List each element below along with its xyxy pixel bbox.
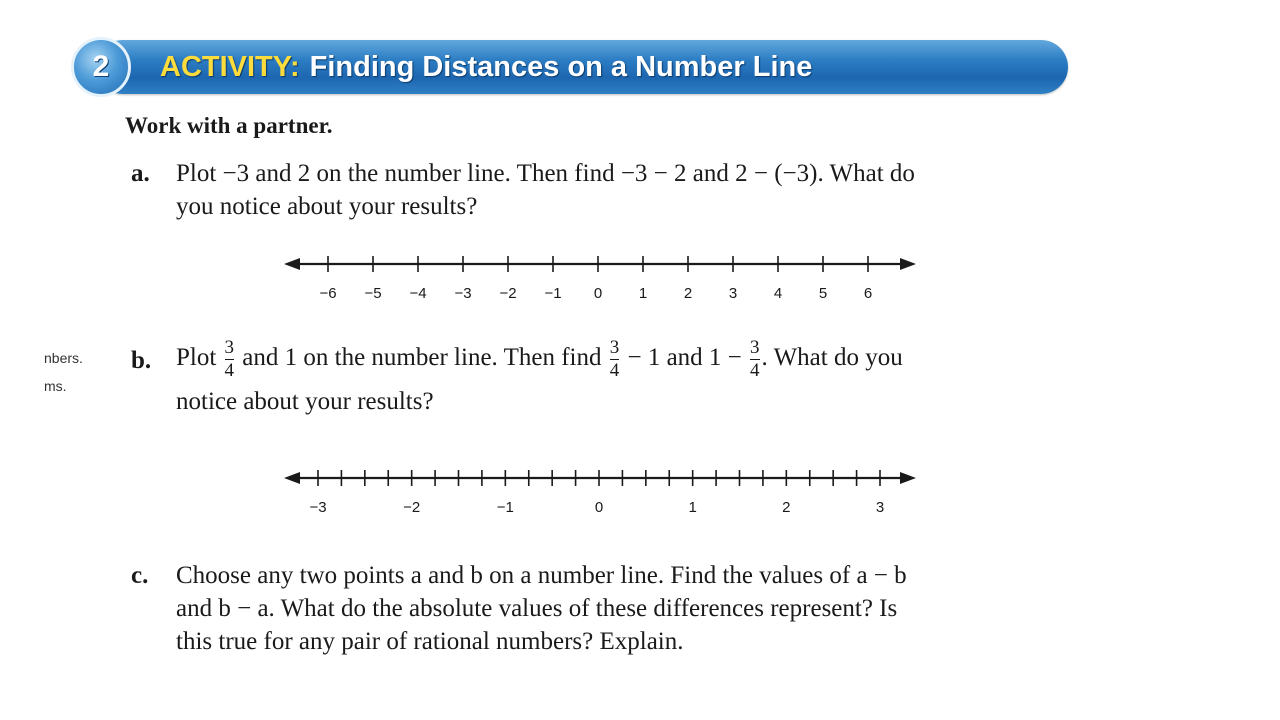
- fraction-three-quarters: [750, 338, 760, 381]
- question-a-line-1: Plot −3 and 2 on the number line. Then find −3 − 2 and 2 − (−3). What do: [176, 160, 915, 187]
- intro-instruction: Work with a partner.: [125, 113, 333, 138]
- activity-title-text: Finding Distances on a Number Line: [309, 51, 813, 83]
- tick-label: 4: [773, 285, 783, 302]
- question-b-seg-3: − 1 and 1 −: [621, 344, 749, 372]
- activity-number-badge: 2: [71, 37, 131, 97]
- left-arrow-icon: [284, 472, 300, 484]
- tick-label: 6: [863, 285, 873, 302]
- tick-label: −2: [403, 499, 421, 516]
- tick-label: 3: [875, 499, 885, 516]
- activity-label: ACTIVITY:: [160, 51, 300, 83]
- tick-label: 3: [728, 285, 738, 302]
- question-b-line-2: notice about your results?: [176, 388, 434, 415]
- fraction-denominator: 4: [224, 360, 235, 381]
- fraction-three-quarters: [610, 338, 620, 381]
- question-c-line-2: and b − a. What do the absolute values of these differences represent? Is: [176, 595, 898, 622]
- fraction-numerator: 3: [609, 337, 620, 358]
- question-c-line-1: Choose any two points a and b on a number line. Find the values of a − b: [176, 562, 907, 589]
- tick-label: 2: [782, 499, 791, 516]
- tick-label: −6: [319, 285, 337, 302]
- tick-label: 1: [688, 499, 697, 516]
- right-arrow-icon: [900, 258, 916, 270]
- tick-label: 0: [594, 499, 604, 516]
- question-c-label: c.: [131, 562, 149, 589]
- activity-title: [160, 44, 812, 90]
- question-b-seg-4: . What do you: [761, 344, 903, 372]
- margin-note-1: nbers.: [44, 350, 83, 366]
- tick-label: −4: [409, 285, 427, 302]
- left-arrow-icon: [284, 258, 300, 270]
- tick-label: −5: [364, 285, 382, 302]
- question-b-seg-1: Plot: [176, 344, 223, 372]
- question-b-label: b.: [131, 347, 152, 374]
- question-b-line-1: [176, 338, 1076, 381]
- fraction-numerator: 3: [224, 337, 235, 358]
- tick-label: 0: [593, 285, 603, 302]
- fraction-three-quarters: [225, 338, 235, 381]
- tick-label: −3: [454, 285, 472, 302]
- question-c-line-3: this true for any pair of rational numbers? Explain.: [176, 628, 684, 655]
- fraction-numerator: 3: [750, 337, 760, 358]
- fraction-denominator: 4: [609, 360, 620, 381]
- tick-label: −2: [499, 285, 517, 302]
- fraction-denominator: 4: [750, 360, 760, 381]
- question-a-label: a.: [131, 160, 150, 187]
- margin-note-2: ms.: [44, 378, 67, 394]
- tick-label: 1: [638, 285, 648, 302]
- question-a-line-2: you notice about your results?: [176, 193, 478, 220]
- number-line-b: [280, 462, 920, 518]
- right-arrow-icon: [900, 472, 916, 484]
- tick-label: −1: [496, 499, 514, 516]
- number-line-a: [280, 248, 920, 304]
- tick-label: 2: [683, 285, 693, 302]
- tick-label: −1: [544, 285, 562, 302]
- tick-label: −3: [309, 499, 327, 516]
- question-b-seg-2: and 1 on the number line. Then find: [236, 344, 608, 372]
- tick-label: 5: [818, 285, 828, 302]
